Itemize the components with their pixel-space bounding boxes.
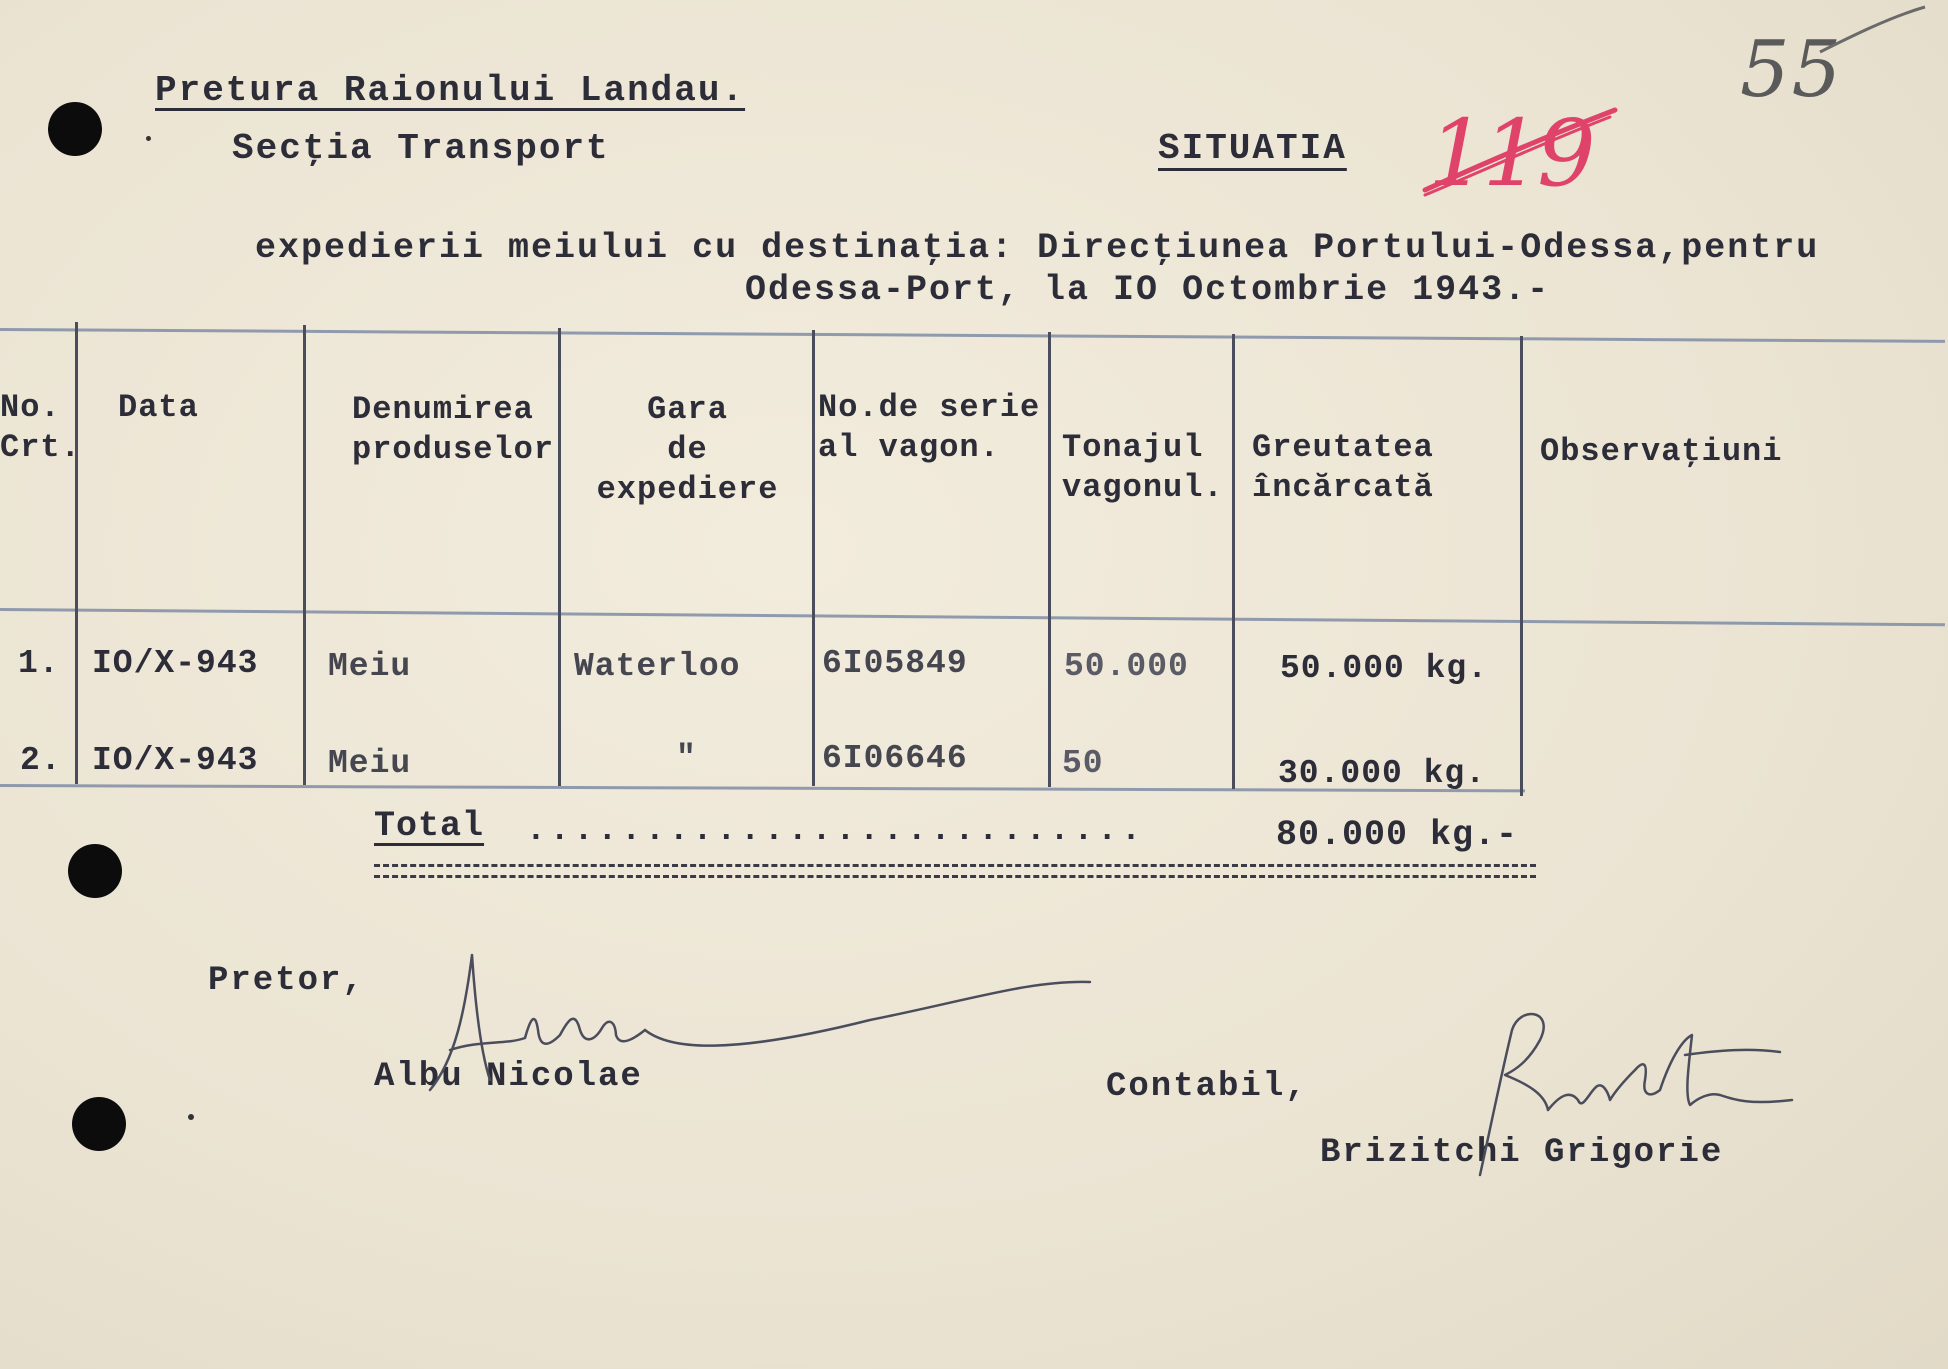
row-gara: Waterloo bbox=[574, 648, 741, 685]
contabil-name: Brizitchi Grigorie bbox=[1320, 1134, 1724, 1172]
punch-hole-top bbox=[48, 102, 102, 156]
pencil-stroke bbox=[1810, 2, 1930, 62]
row-serie: 6I06646 bbox=[822, 740, 968, 777]
pretor-title: Pretor, bbox=[208, 962, 365, 1000]
contabil-signature bbox=[1420, 1000, 1800, 1200]
pretor-signature bbox=[410, 940, 1100, 1120]
row-tonaj: 50 bbox=[1062, 745, 1104, 782]
column-divider bbox=[1232, 334, 1235, 789]
row-tonaj: 50.000 bbox=[1064, 648, 1189, 685]
column-divider bbox=[1520, 336, 1523, 796]
row-nr: 1. bbox=[18, 645, 60, 682]
punch-hole-middle bbox=[68, 844, 122, 898]
total-value: 80.000 kg.- bbox=[1276, 815, 1519, 855]
row-gara: " bbox=[676, 740, 697, 777]
column-header-produs: Denumirea produselor bbox=[352, 391, 555, 468]
office-name: Pretura Raionului Landau. bbox=[155, 70, 746, 111]
page-number: 55 bbox=[1740, 25, 1844, 115]
row-greutate: 30.000 kg. bbox=[1278, 755, 1487, 792]
column-header-observatii: Observaţiuni bbox=[1540, 433, 1783, 470]
total-dots: .......................... bbox=[526, 812, 1145, 849]
punch-hole-bottom bbox=[72, 1097, 126, 1151]
section-name: Secţia Transport bbox=[232, 128, 610, 169]
contabil-title: Contabil, bbox=[1106, 1068, 1308, 1106]
subtitle-line-1: expedierii meiului cu destinaţia: Direcţiunea Portului-Odessa,pentru bbox=[255, 228, 1820, 268]
column-header-nr: No. Crt. bbox=[0, 389, 81, 466]
document-type: SITUATIA bbox=[1158, 128, 1347, 169]
total-label: Total bbox=[374, 806, 485, 846]
column-divider bbox=[558, 328, 561, 786]
row-produs: Meiu bbox=[328, 648, 412, 685]
number-strikethrough bbox=[1420, 95, 1620, 205]
subtitle-line-2: Odessa-Port, la IO Octombrie 1943.- bbox=[745, 270, 1551, 310]
row-data: IO/X-943 bbox=[92, 645, 259, 682]
column-header-serie: No.de serie al vagon. bbox=[818, 389, 1041, 466]
ink-speck bbox=[146, 136, 151, 141]
column-header-data: Data bbox=[118, 389, 199, 426]
row-data: IO/X-943 bbox=[92, 742, 259, 779]
column-header-tonaj: Tonajul vagonul. bbox=[1062, 429, 1224, 506]
row-greutate: 50.000 kg. bbox=[1280, 650, 1489, 687]
row-serie: 6I05849 bbox=[822, 645, 968, 682]
document-number: 119 bbox=[1428, 100, 1592, 207]
column-header-greutate: Greutatea încărcată bbox=[1252, 429, 1434, 506]
total-double-rule bbox=[374, 864, 1536, 878]
table-top-rule bbox=[0, 328, 1945, 343]
table-header-rule bbox=[0, 608, 1945, 626]
column-divider bbox=[812, 330, 815, 786]
ink-speck bbox=[188, 1114, 194, 1120]
column-header-gara: Gara de expediere bbox=[596, 391, 779, 508]
pretor-name: Albu Nicolae bbox=[374, 1058, 643, 1096]
row-produs: Meiu bbox=[328, 745, 412, 782]
column-divider bbox=[303, 325, 306, 785]
column-divider bbox=[1048, 332, 1051, 787]
row-nr: 2. bbox=[20, 742, 62, 779]
